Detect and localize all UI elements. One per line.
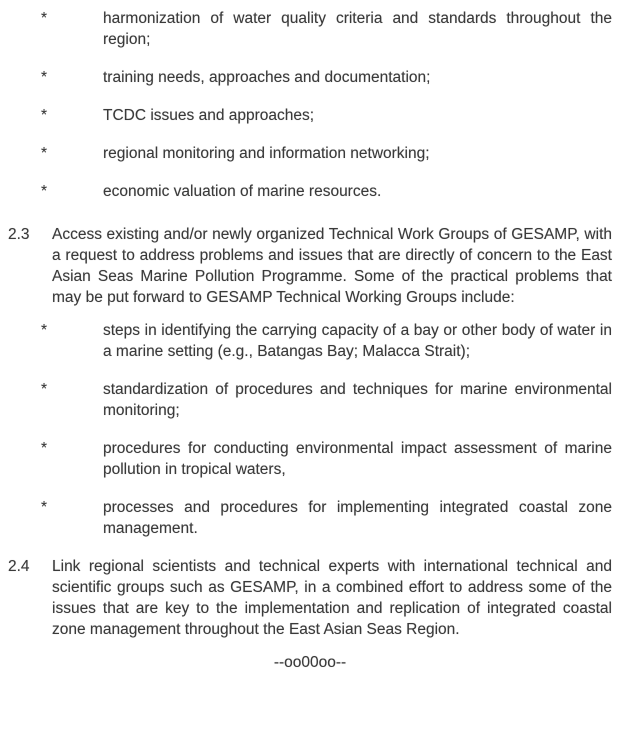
paragraph-2-3 — [8, 224, 612, 308]
paragraph-text: Access existing and/or newly organized Technical Work Groups of GESAMP, with a request to address problems and issues that are directly of concern to the East Asian Seas Marine Pollution Programme. Some of the practical problems that may be put forward to GESAMP Technical Working Groups include: — [52, 226, 612, 306]
list-item — [8, 105, 612, 126]
list-item-text: procedures for conducting environmental impact assessment of marine pollution in tropical waters, — [103, 440, 612, 478]
list-item-text: processes and procedures for implementing integrated coastal zone management. — [103, 499, 612, 537]
paragraph-number: 2.4 — [8, 558, 30, 575]
list-item — [8, 143, 612, 164]
asterisk-bullet: * — [41, 440, 48, 457]
asterisk-bullet: * — [41, 145, 48, 162]
end-of-document-marker: --oo00oo-- — [273, 654, 347, 671]
paragraph-number: 2.3 — [8, 226, 30, 243]
paragraph-text: Link regional scientists and technical experts with international technical and scientific groups such as GESAMP, in a combined effort to address some of the issues that are key to the implementation and replication of integrated coastal zone management throughout the East Asian Seas Region. — [52, 558, 612, 638]
list-item — [8, 379, 612, 421]
list-item-text: standardization of procedures and techniques for marine environmental monitoring; — [103, 381, 612, 419]
list-item-text: economic valuation of marine resources. — [103, 183, 382, 200]
intro-bullet-list — [8, 8, 612, 202]
paragraph-2-4 — [8, 556, 612, 640]
list-item-text: regional monitoring and information networking; — [103, 145, 430, 162]
asterisk-bullet: * — [41, 69, 48, 86]
list-item-text: harmonization of water quality criteria and standards throughout the region; — [103, 10, 612, 48]
list-item-text: TCDC issues and approaches; — [103, 107, 315, 124]
list-item-text: training needs, approaches and documentation; — [103, 69, 431, 86]
asterisk-bullet: * — [41, 381, 48, 398]
asterisk-bullet: * — [41, 10, 48, 27]
asterisk-bullet: * — [41, 322, 48, 339]
gesamp-bullet-list — [8, 320, 612, 539]
list-item — [8, 497, 612, 539]
list-item — [8, 438, 612, 480]
list-item-text: steps in identifying the carrying capacity of a bay or other body of water in a marine setting (e.g., Batangas Bay; Malacca Strait); — [103, 322, 612, 360]
list-item — [8, 320, 612, 362]
list-item — [8, 67, 612, 88]
asterisk-bullet: * — [41, 499, 48, 516]
list-item — [8, 8, 612, 50]
list-item — [8, 181, 612, 202]
asterisk-bullet: * — [41, 183, 48, 200]
asterisk-bullet: * — [41, 107, 48, 124]
